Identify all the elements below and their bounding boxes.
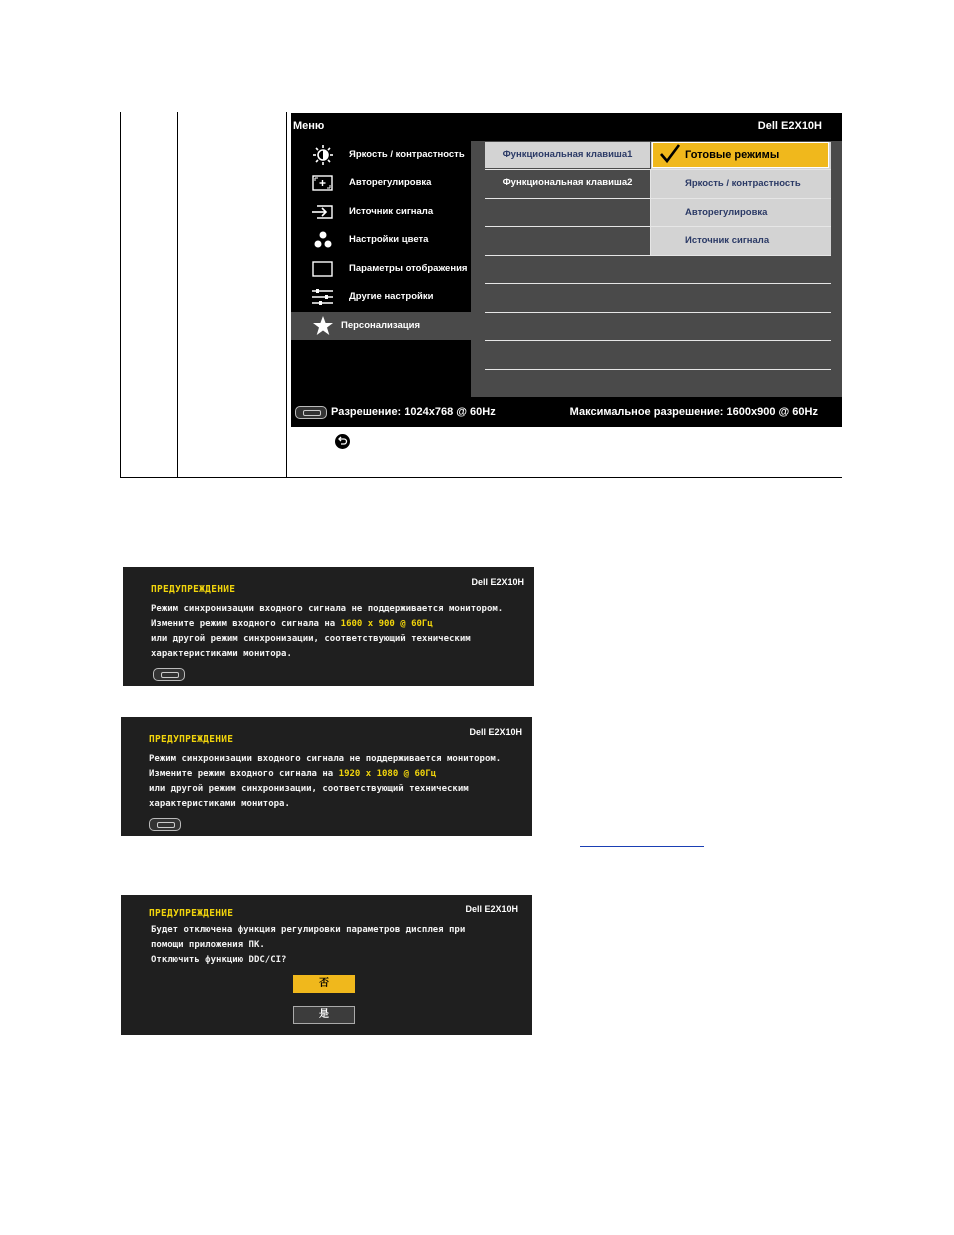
osd-main-menu [291,141,471,397]
osd-menu [291,113,842,427]
osd-menu-title: Меню [293,120,325,132]
table-border-col3 [286,112,287,478]
option-input-source[interactable]: Источник сигнала [685,235,770,246]
menu-item-input-source[interactable] [291,198,471,226]
hyperlink-underline[interactable] [580,846,704,847]
warning-line-3: Отключить функцию DDC/CI? [151,955,287,965]
column-divider [650,169,651,255]
menu-item-other-settings[interactable] [291,283,471,311]
warning-dialog-1 [123,567,534,686]
warning-title: ПРЕДУПРЕЖДЕНИЕ [149,734,234,745]
yes-button[interactable]: 是 [293,1006,355,1024]
shortcut-key-2[interactable] [485,170,650,196]
menu-item-color-settings[interactable] [291,226,471,254]
warning-line-3: или другой режим синхронизации, соответствующий техническим [151,634,471,644]
row-divider [485,255,831,256]
menu-item-brightness[interactable] [291,141,471,169]
row-divider [485,226,831,227]
option-brightness[interactable]: Яркость / контрастность [685,178,801,189]
warning-model: Dell E2X10H [471,577,524,587]
menu-item-auto-adjust[interactable] [291,169,471,197]
option-preset-modes[interactable] [652,142,829,168]
vga-connector-icon [295,406,327,419]
warning-line-4: характеристиками монитора. [151,649,292,659]
no-button[interactable]: 否 [293,975,355,993]
row-divider [485,312,831,313]
row-divider [485,169,831,170]
other-settings-icon [311,287,333,307]
brightness-icon [311,145,333,165]
warning-model: Dell E2X10H [469,727,522,737]
warning-model: Dell E2X10H [465,904,518,914]
warning-line-2: Измените режим входного сигнала на 1600 x 900 @ 60Гц [151,619,433,629]
shortcut-key-2-label: Функциональная клавиша2 [502,177,633,188]
row-divider [485,198,831,199]
row-divider [485,340,831,341]
warning-dialog-3 [121,895,532,1035]
menu-item-label: Яркость / контрастность [349,149,465,160]
menu-item-display-settings[interactable] [291,255,471,283]
warning-line-1: Режим синхронизации входного сигнала не поддерживается монитором. [149,754,502,764]
menu-item-personalize[interactable] [291,312,471,340]
warning-title: ПРЕДУПРЕЖДЕНИЕ [149,908,234,919]
menu-item-label: Авторегулировка [349,177,432,188]
warning-dialog-2 [121,717,532,836]
menu-item-label: Параметры отображения [349,263,468,274]
table-border-bottom [120,477,842,478]
color-settings-icon [311,230,333,250]
table-border-col2 [177,112,178,478]
warning-title: ПРЕДУПРЕЖДЕНИЕ [151,584,236,595]
osd-header [291,113,842,141]
row-divider [485,369,831,370]
shortcut-key-1-label: Функциональная клавиша1 [502,149,633,160]
auto-adjust-icon [311,173,333,193]
menu-item-label: Персонализация [341,320,421,331]
warning-line-3: или другой режим синхронизации, соответствующий техническим [149,784,469,794]
warning-line-2: Измените режим входного сигнала на 1920 x 1080 @ 60Гц [149,769,437,779]
table-border-left [120,112,121,478]
star-icon [311,316,333,336]
current-resolution: Разрешение: 1024x768 @ 60Hz [331,406,496,418]
warning-line-1: Режим синхронизации входного сигнала не поддерживается монитором. [151,604,504,614]
vga-connector-icon [149,818,181,831]
warning-line-2: помощи приложения ПК. [151,940,265,950]
max-resolution: Максимальное разрешение: 1600x900 @ 60Hz [569,406,818,418]
warning-line-4: характеристиками монитора. [149,799,290,809]
menu-item-label: Другие настройки [349,291,434,302]
osd-model-name: Dell E2X10H [757,120,822,132]
check-icon [659,144,681,169]
menu-item-label: Источник сигнала [349,206,434,217]
row-divider [485,283,831,284]
shortcut-key-1[interactable] [485,142,650,168]
option-auto-adjust[interactable]: Авторегулировка [685,207,768,218]
option-label: Готовые режимы [685,149,780,161]
warning-line-1: Будет отключена функция регулировки параметров дисплея при [151,925,466,935]
back-icon [335,434,350,449]
osd-status-bar [291,397,842,427]
display-settings-icon [311,259,333,279]
menu-item-label: Настройки цвета [349,234,429,245]
vga-connector-icon [153,668,185,681]
input-source-icon [311,202,333,222]
